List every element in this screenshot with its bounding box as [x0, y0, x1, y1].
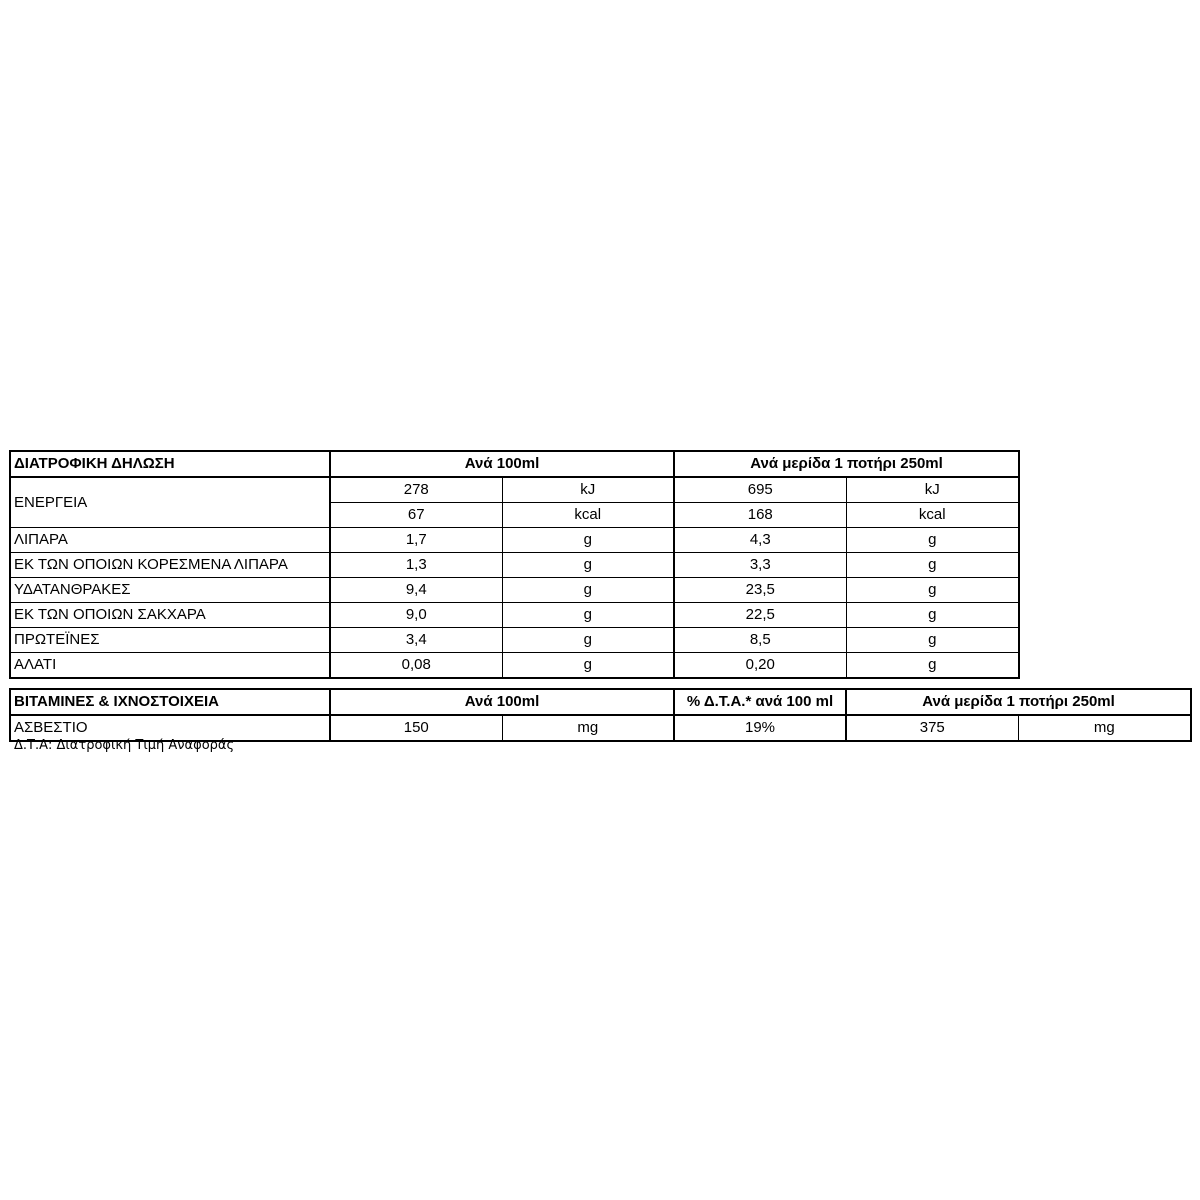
per-100ml-header: Ανά 100ml: [330, 689, 674, 715]
energy-kj-per100: 278: [330, 477, 502, 503]
row-label: ΕΚ ΤΩΝ ΟΠΟΙΩΝ ΣΑΚΧΑΡΑ: [10, 603, 330, 628]
vitamins-title: ΒΙΤΑΜΙΝΕΣ & ΙΧΝΟΣΤΟΙΧΕΙΑ: [10, 689, 330, 715]
row-serving: 4,3: [674, 528, 846, 553]
table-row: [10, 528, 1019, 553]
row-serving: 3,3: [674, 553, 846, 578]
row-serving-unit: g: [846, 578, 1019, 603]
row-serving: 8,5: [674, 628, 846, 653]
row-unit: g: [502, 603, 674, 628]
energy-kj-unit: kJ: [502, 477, 674, 503]
row-unit: g: [502, 578, 674, 603]
row-serving-unit: g: [846, 553, 1019, 578]
table-row: [10, 578, 1019, 603]
energy-kcal-unit: kcal: [502, 503, 674, 528]
row-label: ΕΚ ΤΩΝ ΟΠΟΙΩΝ ΚΟΡΕΣΜΕΝΑ ΛΙΠΑΡΑ: [10, 553, 330, 578]
row-unit: mg: [502, 715, 674, 741]
row-serving-unit: mg: [1018, 715, 1191, 741]
row-per100: 3,4: [330, 628, 502, 653]
vitamins-header-row: [10, 689, 1191, 715]
row-serving-unit: g: [846, 603, 1019, 628]
row-serving: 23,5: [674, 578, 846, 603]
row-label: ΠΡΩΤΕΪΝΕΣ: [10, 628, 330, 653]
row-label: ΑΣΒΕΣΤΙΟ: [10, 715, 330, 741]
row-per100: 9,4: [330, 578, 502, 603]
row-unit: g: [502, 653, 674, 679]
vitamins-table: [9, 688, 1192, 742]
row-label: ΥΔΑΤΑΝΘΡΑΚΕΣ: [10, 578, 330, 603]
row-serving-unit: g: [846, 528, 1019, 553]
per-100ml-header: Ανά 100ml: [330, 451, 674, 477]
rda-header: % Δ.Τ.Α.* ανά 100 ml: [674, 689, 846, 715]
energy-kcal-serving: 168: [674, 503, 846, 528]
energy-kj-serving-unit: kJ: [846, 477, 1019, 503]
per-serving-header: Ανά μερίδα 1 ποτήρι 250ml: [674, 451, 1019, 477]
table-row: [10, 477, 1019, 503]
row-serving-unit: g: [846, 628, 1019, 653]
row-per100: 1,3: [330, 553, 502, 578]
energy-label: ΕΝΕΡΓΕΙΑ: [10, 477, 330, 528]
energy-kj-serving: 695: [674, 477, 846, 503]
row-label: ΛΙΠΑΡΑ: [10, 528, 330, 553]
footnote: Δ.Τ.Α: Διατροφική Τιμή Αναφοράς: [14, 738, 235, 753]
row-per100: 1,7: [330, 528, 502, 553]
row-label: ΑΛΑΤΙ: [10, 653, 330, 679]
nutrition-header-row: [10, 451, 1019, 477]
row-per100: 9,0: [330, 603, 502, 628]
row-unit: g: [502, 553, 674, 578]
row-unit: g: [502, 528, 674, 553]
row-per100: 150: [330, 715, 502, 741]
row-per100: 0,08: [330, 653, 502, 679]
row-serving: 375: [846, 715, 1018, 741]
nutrition-title: ΔΙΑΤΡΟΦΙΚΗ ΔΗΛΩΣΗ: [10, 451, 330, 477]
row-rda: 19%: [674, 715, 846, 741]
row-unit: g: [502, 628, 674, 653]
row-serving: 0,20: [674, 653, 846, 679]
nutrition-table: [9, 450, 1020, 679]
table-row: [10, 628, 1019, 653]
per-serving-header: Ανά μερίδα 1 ποτήρι 250ml: [846, 689, 1191, 715]
energy-kcal-per100: 67: [330, 503, 502, 528]
row-serving: 22,5: [674, 603, 846, 628]
row-serving-unit: g: [846, 653, 1019, 679]
table-row: [10, 603, 1019, 628]
table-row: [10, 653, 1019, 679]
energy-kcal-serving-unit: kcal: [846, 503, 1019, 528]
table-row: [10, 553, 1019, 578]
